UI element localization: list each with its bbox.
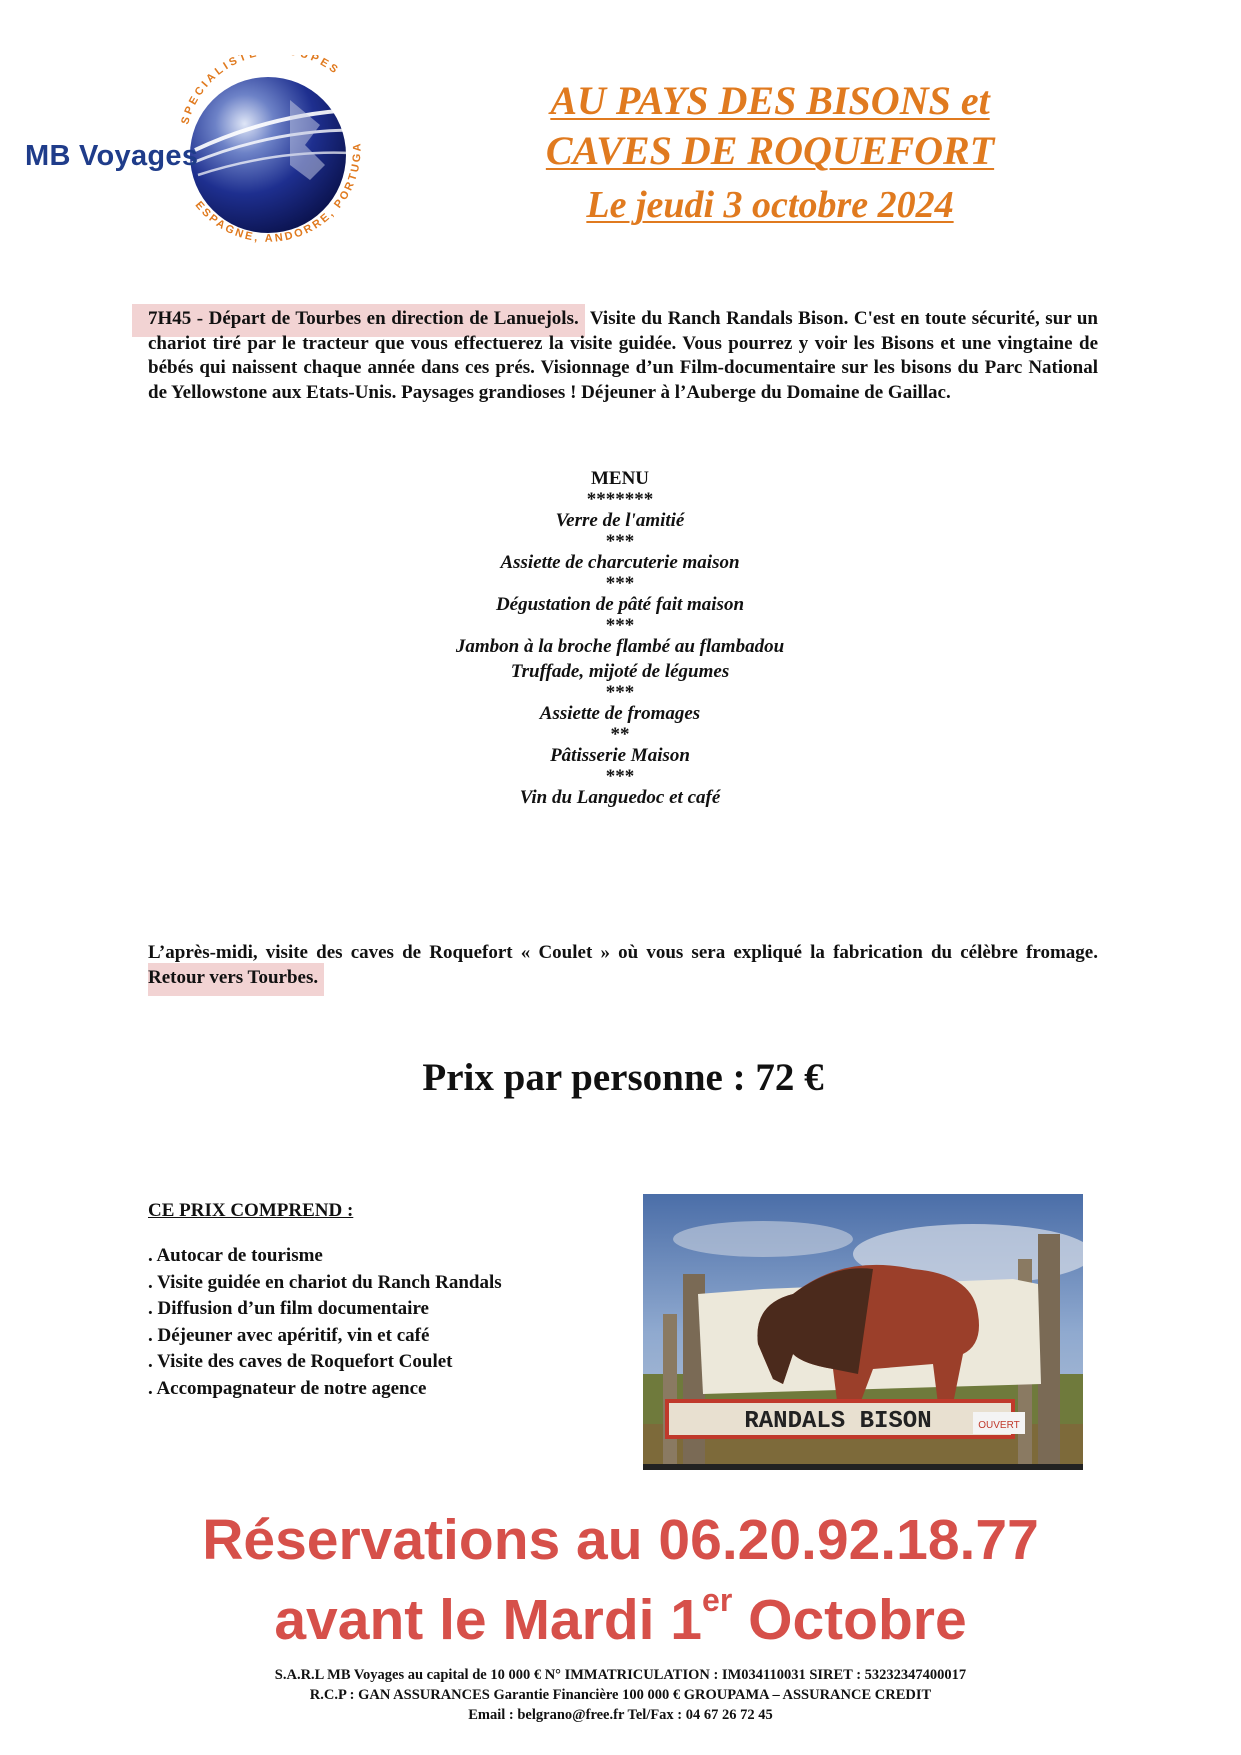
list-item: . Autocar de tourisme xyxy=(148,1245,323,1266)
afternoon-text: L’après-midi, visite des caves de Roquefort « Coulet » où vous sera expliqué la fabrication du célèbre fromage. xyxy=(148,942,1098,963)
reservation-phone: Réservations au 06.20.92.18.77 xyxy=(202,1508,1039,1572)
menu-separator: *** xyxy=(605,615,635,636)
title-line-1: AU PAYS DES BISONS et xyxy=(550,78,990,123)
menu-separator: ******* xyxy=(586,489,654,510)
deadline-superscript: er xyxy=(702,1582,733,1618)
menu-item: Assiette de fromages xyxy=(539,703,701,724)
footer-company-info: S.A.R.L MB Voyages au capital de 10 000 € N° IMMATRICULATION : IM034110031 SIRET : 53232347400017 xyxy=(274,1667,967,1683)
deadline-month: Octobre xyxy=(732,1588,967,1652)
menu-item: Pâtisserie Maison xyxy=(550,745,690,766)
logo-arc-bottom: ESPAGNE, ANDORRE, PORTUGA xyxy=(192,140,364,245)
list-item: . Accompagnateur de notre agence xyxy=(148,1377,427,1399)
list-item: . Visite guidée en chariot du Ranch Randals xyxy=(148,1271,502,1293)
deadline-text: avant le Mardi 1 xyxy=(274,1588,703,1652)
list-item: . Visite des caves de Roquefort Coulet xyxy=(148,1351,453,1372)
intro-paragraph xyxy=(148,307,1098,405)
bison-sign-image xyxy=(643,1194,1083,1470)
menu-item: Dégustation de pâté fait maison xyxy=(495,594,745,615)
sign-text: RANDALS BISON xyxy=(744,1408,932,1435)
footer-insurance: R.C.P : GAN ASSURANCES Garantie Financière 100 000 € GROUPAMA – ASSURANCE CREDIT xyxy=(309,1687,932,1703)
menu-item: Verre de l'amitié xyxy=(555,510,685,531)
logo-arc-top: SPECIALIST UPES xyxy=(179,55,343,126)
menu-separator: *** xyxy=(605,531,635,552)
ranch-sign-photo xyxy=(643,1194,1083,1470)
title-date: Le jeudi 3 octobre 2024 xyxy=(586,184,954,226)
afternoon-paragraph xyxy=(148,941,1098,990)
includes-list xyxy=(148,1243,502,1402)
title-line-2: CAVES DE ROQUEFORT xyxy=(545,128,995,173)
departure-highlight: 7H45 - Départ de Tourbes en direction de Lanuejols. xyxy=(132,304,585,337)
intro-text: Visite du Ranch Randals Bison. C'est en toute sécurité, sur un chariot tiré par le tracteur que vous effectuerez la visite guidée. Vous pourrez y voir les Bisons et une vingtaine de bébés qui naissent chaque année dans ces prés. Visionnage d’un Film-documentaire sur les bisons du Parc National de Yellowstone aux Etats-Unis. Paysages grandioses ! Déjeuner à l’Auberge du Domaine de Gaillac. xyxy=(148,308,1099,403)
price-per-person: Prix par personne : 72 € xyxy=(422,1056,824,1099)
menu-separator: ** xyxy=(610,724,630,745)
reservation-deadline xyxy=(0,1582,1241,1652)
menu-item: Jambon à la broche flambé au flambadou xyxy=(455,636,785,657)
menu-heading: MENU xyxy=(590,468,650,489)
list-item: . Déjeuner avec apéritif, vin et café xyxy=(148,1324,430,1346)
lunch-menu xyxy=(320,466,920,810)
menu-separator: *** xyxy=(605,766,635,787)
brand-name: MB Voyages xyxy=(25,140,199,172)
menu-item: Vin du Languedoc et café xyxy=(519,787,721,808)
menu-separator: *** xyxy=(605,573,635,594)
menu-separator: *** xyxy=(605,682,635,703)
small-sign-text: OUVERT xyxy=(978,1420,1020,1431)
return-highlight: Retour vers Tourbes. xyxy=(148,963,324,996)
footer-contact: Email : belgrano@free.fr Tel/Fax : 04 67 26 72 45 xyxy=(468,1707,773,1723)
list-item: . Diffusion d’un film documentaire xyxy=(148,1298,429,1319)
menu-item: Truffade, mijoté de légumes xyxy=(510,661,730,682)
includes-title: CE PRIX COMPREND : xyxy=(148,1200,354,1221)
menu-item: Assiette de charcuterie maison xyxy=(500,552,740,573)
